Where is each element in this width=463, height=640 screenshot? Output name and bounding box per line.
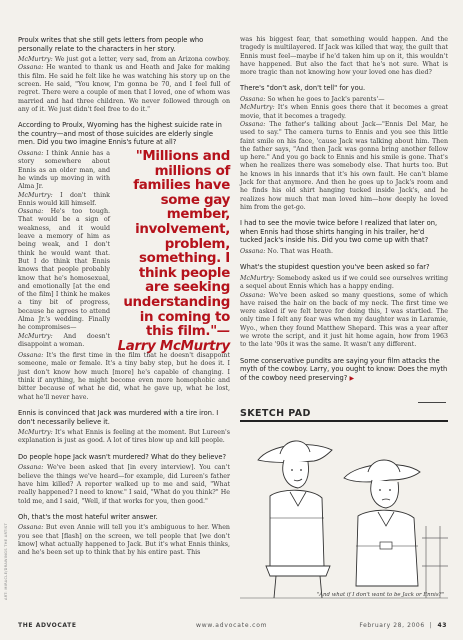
question: I had to see the movie twice before I realized that later on, when Ennis had those shirts hanging in his trailer, he'd tucked Jack's inside his. Did you two come up with that? <box>240 219 438 245</box>
end-rule <box>418 402 446 403</box>
answer: Ossana: But even Annie will tell you it's ambiguous to her. When you see that [flash] on the screen, we tell people that [we don't know] what actually happened to Jack. But it's what Ennis thinks, and he's been set up to think that by his entire past. This <box>18 524 230 557</box>
answer: was his biggest fear, that something would happen. And the tragedy is multilayered. If Jack was killed that way, the guilt that Ennis must feel—maybe if he'd taken him up on it, this wouldn't have happened. But also the fact that he's not sure. What is more tragic than not knowing how your loved one has died? <box>240 36 448 77</box>
date-and-page: February 28, 2006 | 43 <box>359 622 447 629</box>
answer: Ossana: I think Annie has a story somewhere about Ennis as an older man, and he winds up moving in with Alma Jr. McMurtry: I don't think Ennis would kill himself. Ossana: He's too tough. That would be a sign of weakness, and it would leave a memory of him as being weak, and I don't think he would want that. But I do think that Ennis knows that people probably know that he's homosexual, and emotionally [at the end of the film] I think he makes a tiny bit of progress, because he agrees to attend Alma Jr.'s wedding. Finally he compromises— McMurtry: And doesn't disappoint a woman. <box>18 150 110 348</box>
answer: McMurtry: We just got a letter, very sad, from an Arizona cowboy. Ossana: He wanted to thank us and Heath and Jake for making this film. He said he felt like he was watching his story up on the screen. He said, "You know, I'm gonna be 70, and I feel full of regret. There were a couple of men that I loved, one of whom was married and had three children. We never followed through on any of it. We just didn't feel free to do it." <box>18 56 230 113</box>
page-number: 43 <box>437 622 447 629</box>
speaker: McMurtry: <box>18 56 53 64</box>
question: Oh, that's the most hateful writer answer. <box>18 512 158 521</box>
right-column <box>240 36 448 386</box>
cowboy-cartoon-illustration <box>240 426 448 602</box>
sketch-pad-cartoon <box>240 408 448 604</box>
question: Proulx writes that she still gets letters from people who personally relate to the characters in her story. <box>18 36 204 53</box>
answer: Ossana: So when he goes to Jack's parents'— McMurtry: It's when Ennis goes there that it becomes a great movie, that it becomes a tragedy. Ossana: The father's talking about Jack—"Ennis Del Mar, he used to say." The camera turns to Ennis and you see this little faint smile on his face, 'cause Jack was talking about him. Then the father says, "And then Jack was gonna bring another fellow up here." And you go back to Ennis and his smile is gone. That's when he realizes there was somebody else. That hurts too. But he knows in his innards that it's his own fault. He can't blame Jack for that anymore. And then he goes up to Jack's room and he finds his old shirt hanging tucked inside Jack's, and he realizes how much that man loved him—how deeply he loved him from the get-go. <box>240 96 448 211</box>
answer: Ossana: It's the first time in the film that he doesn't disappoint someone, male or female. It's a tiny baby step, but he does it. I just don't know how much [more] he's capable of changing. I think if anything, he might become even more homophobic and bitter because of what he did, what he gave up, what he lost, what he'll never have. <box>18 352 230 401</box>
sketch-pad-title: SKETCH PAD <box>240 408 448 422</box>
question: According to Proulx, Wyoming has the highest suicide rate in the country—and most of those suicides are elderly single men. Did you two imagine Ennis's future at all? <box>18 121 222 147</box>
answer: Ossana: We've been asked that [in every interview]. You can't believe the things we've heard—for example, did Lureen's father have him killed? A reporter walked up to me and said, "What really happened? I need to know." I said, "What do you think?" He told me, and I said, "Well, if that works for you, then good." <box>18 464 230 505</box>
publication-name: THE ADVOCATE <box>18 622 77 629</box>
question: What's the stupidest question you've been asked so far? <box>240 263 430 272</box>
left-column <box>18 36 230 565</box>
answer: Ossana: No. That was Heath. <box>240 248 333 256</box>
question: Do people hope Jack wasn't murdered? What do they believe? <box>18 452 227 461</box>
speaker: Ossana: <box>18 64 44 72</box>
answer: McMurtry: Somebody asked us if we could see ourselves writing a sequel about Ennis which has a happy ending. Ossana: We've been asked so many questions, some of which have raised the hair on the back of my neck. The first time we were asked if we felt brave for doing this, I was startled. The only time I felt any fear was when my daughter was in Laramie, Wyo., when they found Matthew Shepard. This was a year after we wrote the script, and it just hit home again, how from 1963 to the late '90s it was the same. It wasn't any different. <box>240 274 448 349</box>
question: Ennis is convinced that Jack was murdered with a tire iron. I don't necessarily believe it. <box>18 408 219 426</box>
pull-quote: "Millions and millions of families have some gay member, involvement, problem, something. I think people are seeking understanding in coming to this film."—Larry McMurtry <box>117 149 230 354</box>
question: There's "don't ask, don't tell" for you. <box>240 84 366 93</box>
cartoon-caption: "And what if I don't want to be Jack or Ennis?" <box>316 592 444 598</box>
pull-quote-attribution: —Larry McMurtry <box>117 324 230 354</box>
answer: McMurtry: It's what Ennis is feeling at the moment. But Lureen's explanation is just as good. A lot of tires blow up and kill people. <box>18 429 230 445</box>
art-credit: ART: MIRACLE/DRAWINGS THE ARTIST <box>4 523 8 600</box>
continue-arrow-icon: ▶ <box>349 374 355 382</box>
question: Some conservative pundits are saying your film attacks the myth of the cowboy. Larry, you ought to know: Does the myth of the cowboy need preserving? ▶ <box>240 356 448 382</box>
pull-quote-section <box>18 149 230 354</box>
website-link[interactable]: www.advocate.com <box>196 622 268 629</box>
